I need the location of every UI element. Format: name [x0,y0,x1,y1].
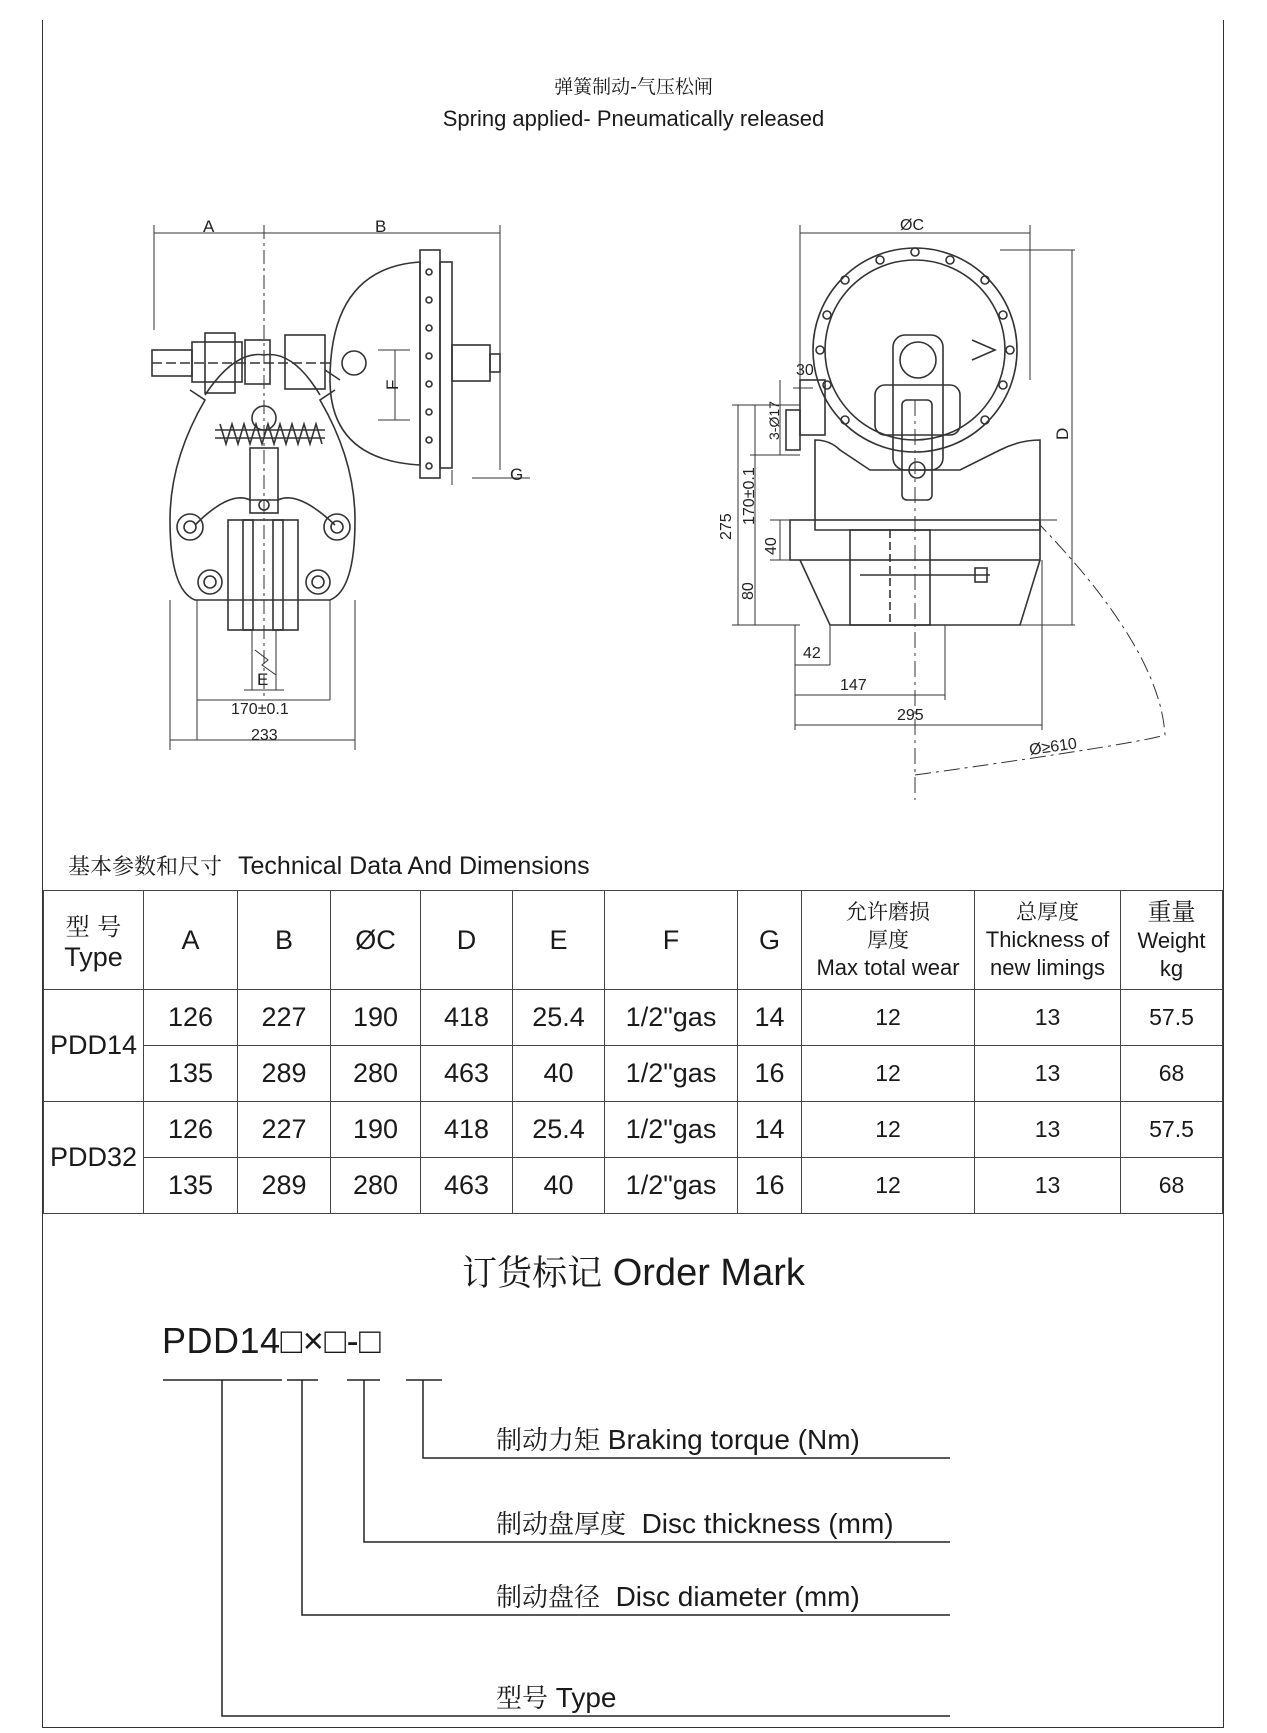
table-cell: 16 [738,1158,802,1214]
type-cell: PDD32 [44,1102,144,1214]
table-cell: 40 [513,1046,605,1102]
header-type: 型 号 Type [44,891,144,990]
order-mark-title-en: Order Mark [612,1252,805,1294]
table-cell: 12 [802,1158,975,1214]
table-cell: 126 [144,990,238,1046]
left-view-labels [203,217,523,744]
right-view-drawing [732,225,1165,800]
dim-label-275: 275 [718,513,735,540]
table-cell: 289 [238,1046,331,1102]
dim-label-3017: 3-Ø17 [766,401,782,440]
dim-label-40: 40 [763,537,780,555]
table-cell: 13 [975,1102,1121,1158]
header-thickness: 总厚度 Thickness of new limings [975,891,1121,990]
technical-drawings [0,0,1267,840]
dim-label-295: 295 [897,707,924,724]
table-cell: 14 [738,1102,802,1158]
header-a: A [144,891,238,990]
header-e: E [513,891,605,990]
table-row [44,1158,1223,1214]
dim-label-170r: 170±0.1 [741,467,758,525]
table-cell: 14 [738,990,802,1046]
order-code: PDD14□×□-□ [162,1320,382,1361]
table-header-row [44,891,1223,990]
header-b: B [238,891,331,990]
order-label-disc-diameter: 制动盘径 Disc diameter (mm) [496,1581,860,1613]
table-cell: 135 [144,1158,238,1214]
table-cell: 135 [144,1046,238,1102]
table-cell: 1/2"gas [605,1046,738,1102]
dim-label-d: D [1053,427,1072,440]
left-view-drawing [152,225,530,750]
dim-label-233: 233 [251,727,278,744]
table-cell: 280 [331,1046,421,1102]
table-cell: 16 [738,1046,802,1102]
header-f: F [605,891,738,990]
table-cell: 12 [802,1046,975,1102]
dim-label-80: 80 [740,582,757,600]
table-cell: 13 [975,1158,1121,1214]
dim-label-f: F [383,379,402,390]
table-heading-cn: 基本参数和尺寸 [68,855,223,880]
table-cell: 227 [238,1102,331,1158]
table-row [44,1046,1223,1102]
table-heading [68,850,590,881]
table-cell: 25.4 [513,1102,605,1158]
dim-label-e: E [257,670,269,689]
header-c: ØC [331,891,421,990]
table-cell: 463 [421,1158,513,1214]
dim-label-610: Ø≥610 [1028,735,1079,759]
order-label-disc-thickness: 制动盘厚度 Disc thickness (mm) [496,1508,894,1540]
table-cell: 126 [144,1102,238,1158]
page-title-cn: 弹簧制动-气压松闸 [554,76,713,98]
order-mark-title-cn: 订货标记 [462,1254,603,1294]
table-cell: 12 [802,990,975,1046]
table-cell: 289 [238,1158,331,1214]
type-cell: PDD14 [44,990,144,1102]
table-cell: 190 [331,1102,421,1158]
page-title-en: Spring applied- Pneumatically released [442,106,825,131]
table-heading-en: Technical Data And Dimensions [238,852,590,880]
table-cell: 190 [331,990,421,1046]
dim-label-170: 170±0.1 [231,701,289,718]
dim-label-g: G [510,465,524,484]
table-cell: 68 [1121,1046,1223,1102]
table-row [44,990,1223,1046]
table-cell: 1/2"gas [605,1102,738,1158]
table-cell: 57.5 [1121,990,1223,1046]
table-cell: 57.5 [1121,1102,1223,1158]
order-label-braking-torque: 制动力矩 Braking torque (Nm) [496,1424,860,1456]
header-max-wear: 允许磨损 厚度 Max total wear [802,891,975,990]
table-row [44,1102,1223,1158]
table-cell: 68 [1121,1158,1223,1214]
order-label-type: 型号 Type [496,1682,617,1714]
header-weight: 重量 Weight kg [1121,891,1223,990]
dim-label-a: A [203,217,215,236]
table-cell: 1/2"gas [605,1158,738,1214]
dim-label-c: ØC [900,217,924,234]
dim-label-30: 30 [796,362,814,379]
table-cell: 1/2"gas [605,990,738,1046]
table-cell: 25.4 [513,990,605,1046]
table-cell: 13 [975,1046,1121,1102]
table-cell: 12 [802,1102,975,1158]
table-cell: 227 [238,990,331,1046]
header-g: G [738,891,802,990]
right-view-labels [718,217,1078,759]
dim-label-b: B [375,217,387,236]
technical-data-table [43,890,1223,1214]
table-cell: 280 [331,1158,421,1214]
table-cell: 13 [975,990,1121,1046]
table-cell: 463 [421,1046,513,1102]
order-mark-title [0,1246,1267,1296]
dim-label-42: 42 [803,645,821,662]
table-cell: 418 [421,1102,513,1158]
dim-label-147: 147 [840,677,867,694]
table-cell: 418 [421,990,513,1046]
header-d: D [421,891,513,990]
table-cell: 40 [513,1158,605,1214]
